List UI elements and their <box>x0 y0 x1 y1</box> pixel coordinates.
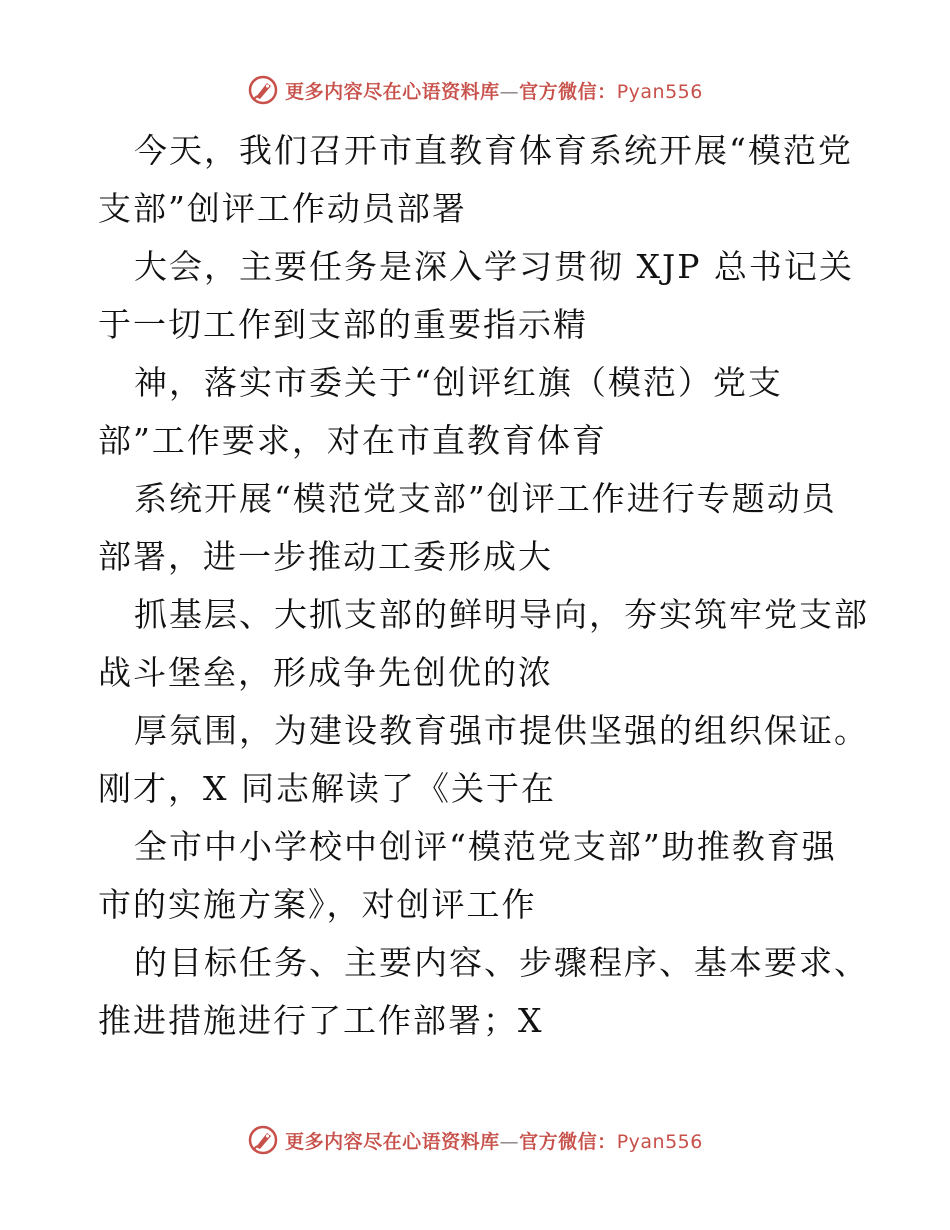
header-watermark-cn: 更多内容尽在心语资料库 <box>285 80 500 103</box>
document-body <box>98 122 869 1050</box>
footer-watermark-dash: — <box>499 1130 520 1153</box>
body-line: 市的实施方案》，对创评工作 <box>98 885 537 924</box>
header-watermark-id: Pyan556 <box>616 80 703 103</box>
body-line: 神，落实市委关于“创评红旗（模范）党支 <box>134 363 783 402</box>
body-line: 大会，主要任务是深入学习贯彻 XJP 总书记关 <box>134 247 854 286</box>
footer-watermark-text <box>285 1127 703 1154</box>
body-line: 全市中小学校中创评“模范党支部”助推教育强 <box>134 827 837 866</box>
footer-watermark <box>0 1122 950 1158</box>
body-line: 部署，进一步推动工委形成大 <box>98 537 553 576</box>
body-line: 推进措施进行了工作部署；X <box>98 1001 544 1040</box>
body-line: 战斗堡垒，形成争先创优的浓 <box>98 653 553 692</box>
header-watermark-label: 官方微信： <box>519 80 617 103</box>
body-line: 今天，我们召开市直教育体育系统开展“模范党 <box>134 131 853 170</box>
header-watermark <box>0 72 950 108</box>
body-line: 的目标任务、主要内容、步骤程序、基本要求、 <box>134 943 869 982</box>
pen-nib-circle-icon <box>247 1124 279 1156</box>
body-line: 厚氛围，为建设教育强市提供坚强的组织保证。 <box>134 711 869 750</box>
body-line: 刚才，X 同志解读了《关于在 <box>98 769 556 808</box>
body-line: 部”工作要求，对在市直教育体育 <box>98 421 607 460</box>
body-line: 抓基层、大抓支部的鲜明导向，夯实筑牢党支部 <box>134 595 869 634</box>
footer-watermark-id: Pyan556 <box>616 1130 703 1153</box>
header-watermark-dash: — <box>499 80 520 103</box>
body-line: 支部”创评工作动员部署 <box>98 189 467 228</box>
footer-watermark-cn: 更多内容尽在心语资料库 <box>285 1130 500 1153</box>
body-line: 系统开展“模范党支部”创评工作进行专题动员 <box>134 479 837 518</box>
header-watermark-text <box>285 77 703 104</box>
pen-nib-circle-icon <box>247 74 279 106</box>
footer-watermark-label: 官方微信： <box>519 1130 617 1153</box>
body-line: 于一切工作到支部的重要指示精 <box>98 305 588 344</box>
